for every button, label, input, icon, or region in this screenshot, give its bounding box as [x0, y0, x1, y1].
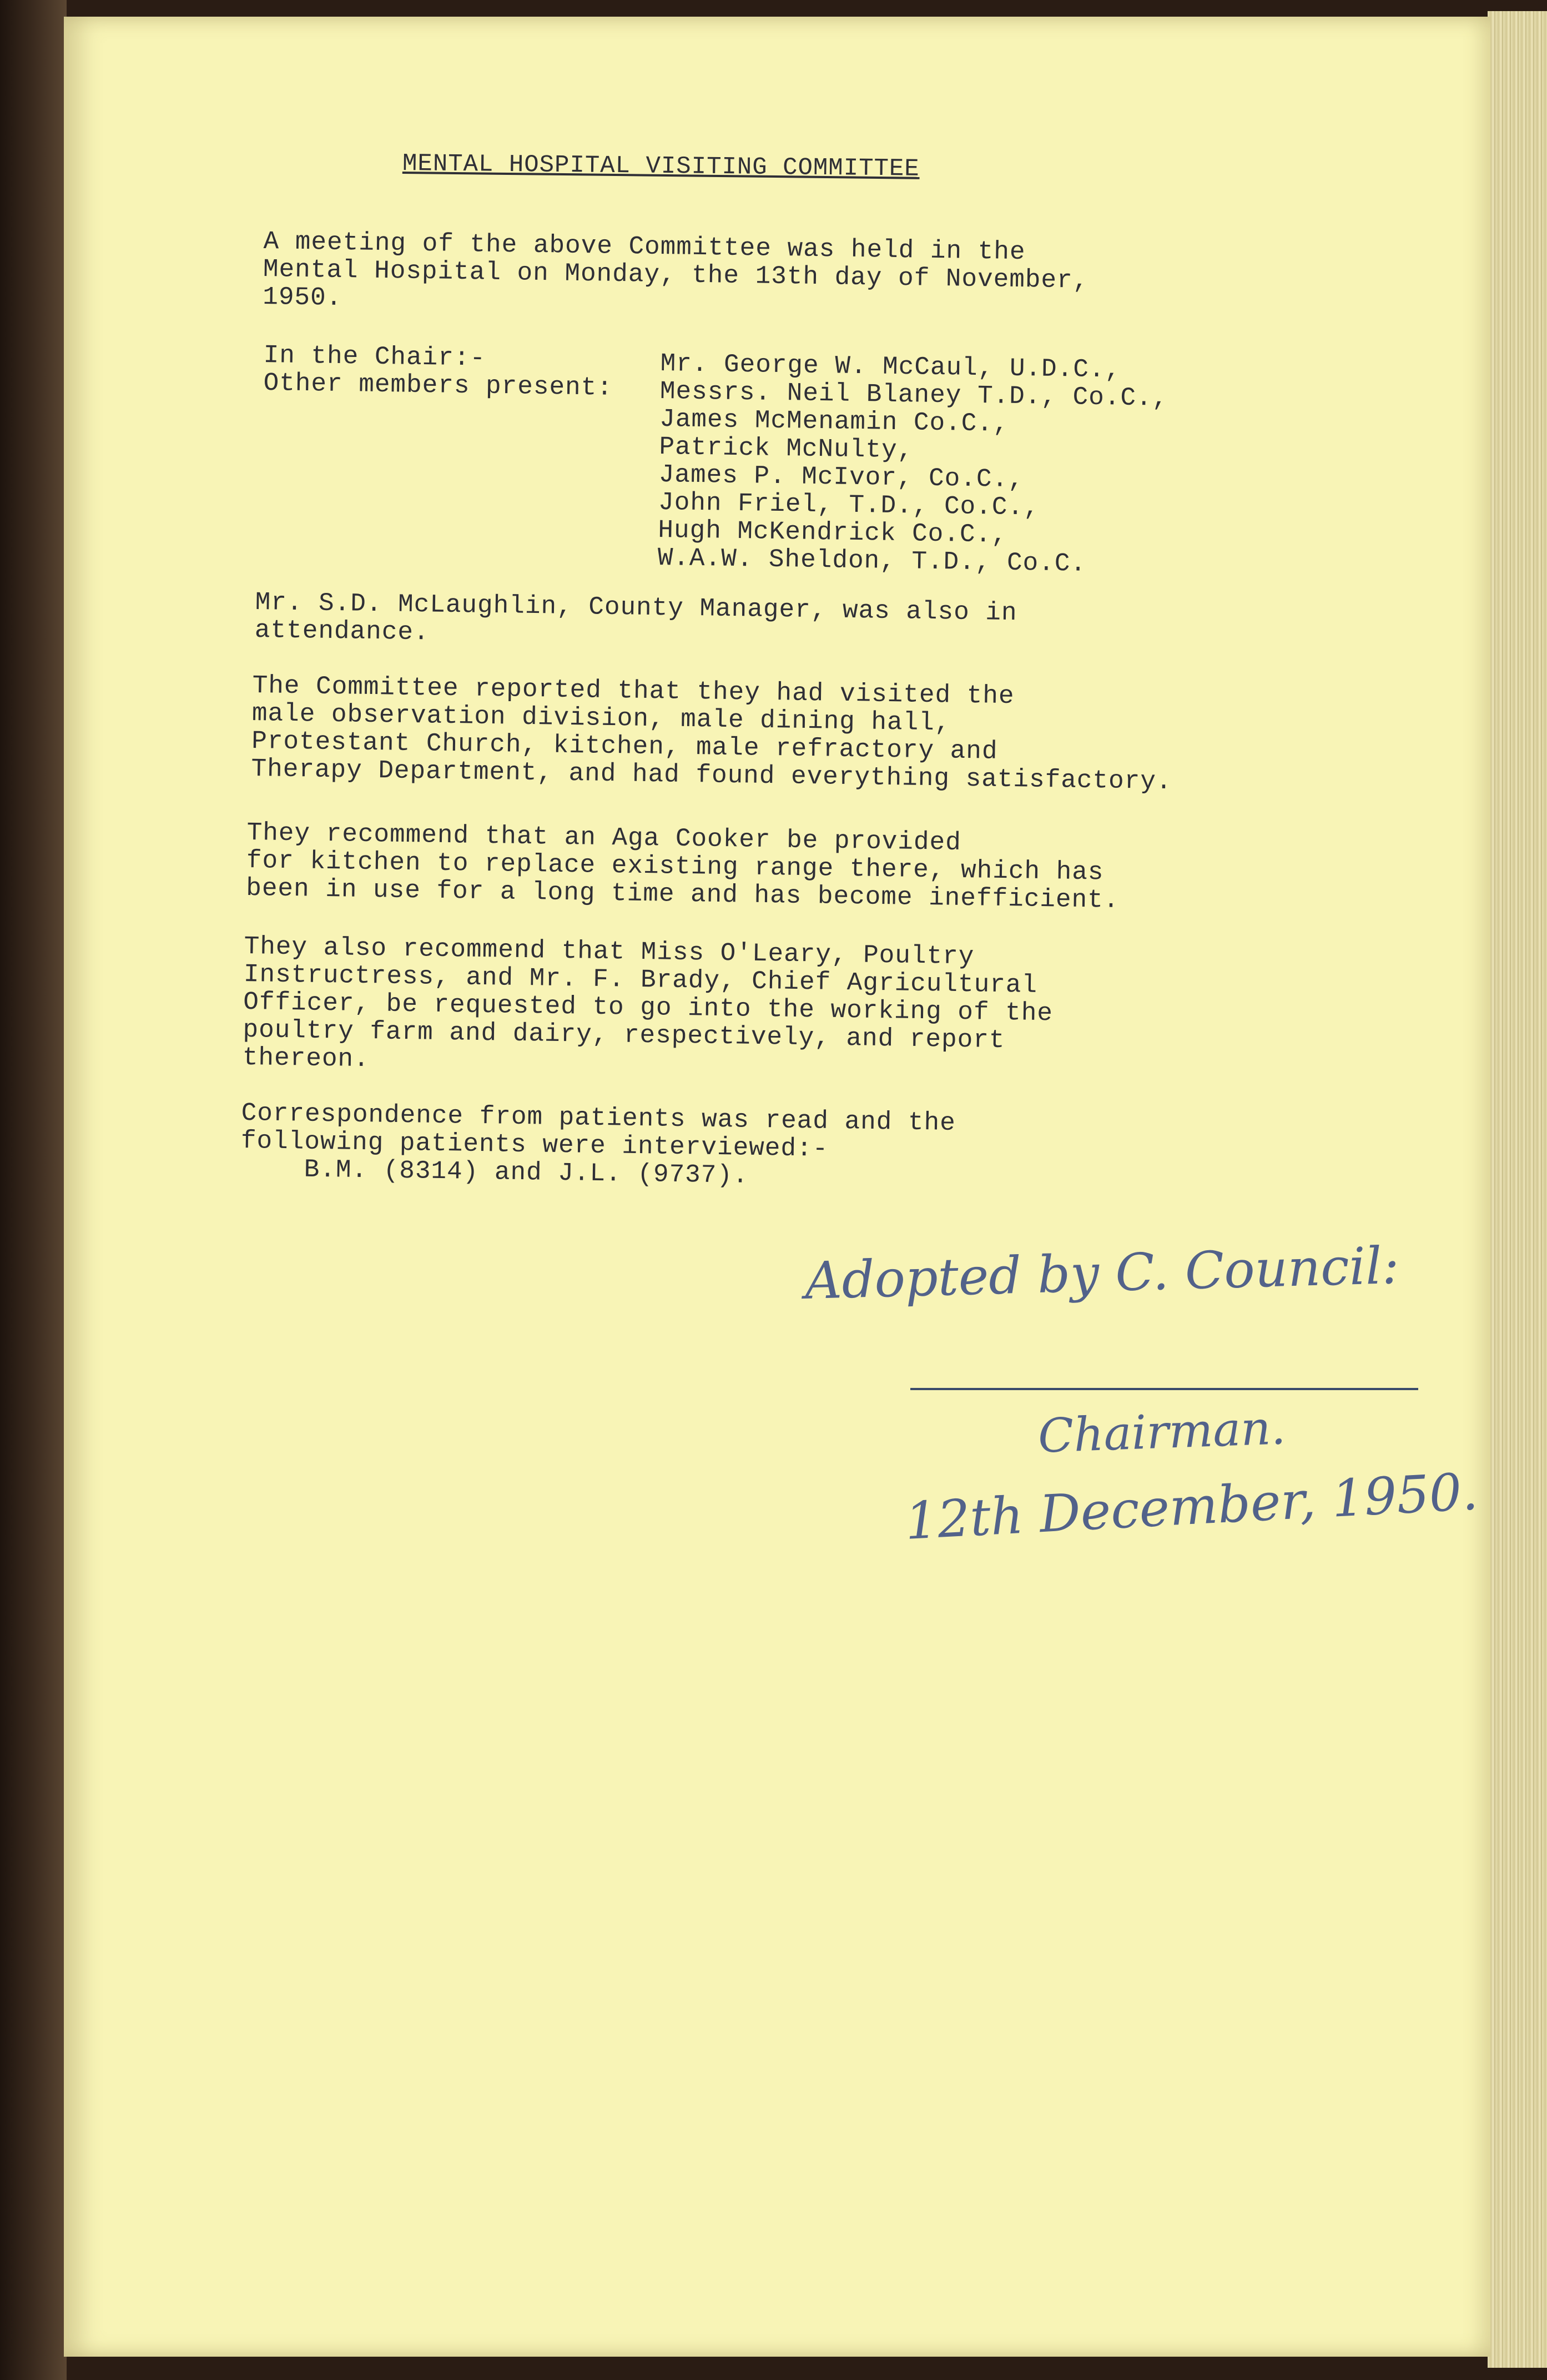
- member-line: James P. McIvor, Co.C.,: [658, 460, 1025, 495]
- recommendation-poultry-dairy: They also recommend that Miss O'Leary, Poultry Instructress, and Mr. F. Brady, Chief Agricultural Officer, be requested to go into the working of the poultry farm and dairy, respectively, and report thereon.: [242, 932, 1054, 1074]
- members-list: [657, 350, 1168, 579]
- chairman-signature: Chairman.: [1037, 1400, 1287, 1463]
- member-line: Mr. George W. McCaul, U.D.C.,: [660, 349, 1121, 385]
- report-paragraph: The Committee reported that they had visited the male observation division, male dining hall, Protestant Church, kitchen, male refractory and Therapy Department, and had found everything satisfactory.: [251, 671, 1172, 797]
- member-line: Patrick McNulty,: [659, 432, 914, 465]
- member-line: Messrs. Neil Blaney T.D., Co.C.,: [659, 376, 1168, 413]
- chair-label: In the Chair:-: [263, 341, 486, 373]
- member-line: Hugh McKendrick Co.C.,: [658, 515, 1008, 550]
- signature-date: 12th December, 1950.: [903, 1462, 1480, 1551]
- correspondence-paragraph: Correspondence from patients was read and the following patients were interviewed:- B.M. (8314) and J.L. (9737).: [240, 1099, 956, 1190]
- page-edges: [1488, 11, 1547, 2368]
- members-label: Other members present:: [263, 369, 613, 402]
- book-binding: [0, 0, 67, 2380]
- member-line: W.A.W. Sheldon, T.D., Co.C.: [657, 543, 1087, 578]
- recommendation-aga-cooker: They recommend that an Aga Cooker be provided for kitchen to replace existing range there, which has been in use for a long time and has become inefficient.: [245, 818, 1120, 915]
- document-title: MENTAL HOSPITAL VISITING COMMITTEE: [402, 150, 920, 183]
- member-line: John Friel, T.D., Co.C.,: [658, 487, 1040, 522]
- intro-paragraph: A meeting of the above Committee was held in the Mental Hospital on Monday, the 13th day of November, 1950.: [262, 227, 1089, 313]
- adopted-note: Adopted by C. Council:: [804, 1236, 1400, 1311]
- member-line: James McMenamin Co.C.,: [659, 404, 1009, 439]
- attendance-paragraph: Mr. S.D. McLaughlin, County Manager, was also in attendance.: [254, 588, 1017, 647]
- signature-line: [910, 1388, 1418, 1390]
